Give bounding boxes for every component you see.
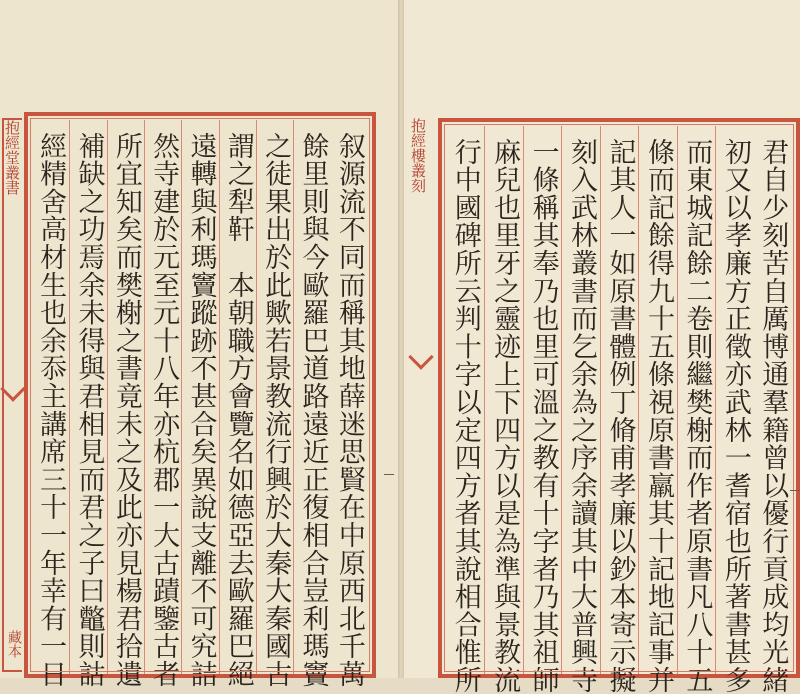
column-text: 遠轉與利瑪竇蹤跡不甚合矣異說支離不可究詰 — [185, 132, 217, 688]
text-column — [677, 126, 716, 694]
text-column — [484, 126, 523, 694]
left-margin-bottom: 藏本 — [6, 630, 22, 658]
left-page — [0, 0, 398, 688]
right-text-frame — [438, 118, 800, 694]
text-column — [107, 120, 145, 688]
column-text: 經精舍高材生也余忝主講席三十一年幸有一日 — [35, 132, 67, 688]
edge-mark — [384, 474, 394, 475]
column-text: 謂之犁靬 本朝職方會覽名如德亞去歐羅巴絕 — [222, 132, 254, 688]
right-page — [404, 0, 800, 694]
text-column — [523, 126, 562, 694]
column-text: 刻入武林叢書而乞余為之序余讀其中大普興寺 — [566, 138, 598, 694]
column-text: 所宜知矣而樊榭之書竟未之及此亦見楊君拾遺 — [110, 132, 142, 688]
column-text: 行中國碑所云判十字以定四方者其說相合惟所 — [449, 138, 481, 694]
column-text: 而東城記餘二卷則繼樊榭而作者原書凡八十五 — [681, 138, 713, 694]
text-column — [144, 120, 182, 688]
column-text: 一條稱其奉乃也里可溫之教有十字者乃其祖師 — [527, 138, 559, 694]
column-text: 記其人一如原書體例丁脩甫孝廉以鈔本寄示擬 — [604, 138, 636, 694]
column-text: 條而記餘得九十五條視原書羸其十記地記事并 — [642, 138, 674, 694]
text-column — [638, 126, 677, 694]
text-column — [69, 120, 107, 688]
column-text: 君自少刻苦自厲博通羣籍曾以優行貢成均光緒 — [757, 138, 789, 694]
right-columns — [446, 126, 792, 694]
text-column — [293, 120, 331, 688]
left-margin-title: 抱經堂叢書 — [3, 120, 21, 195]
right-margin-title: 抱經樓叢刻 — [409, 118, 427, 193]
text-column — [32, 120, 69, 688]
text-column — [181, 120, 219, 688]
text-column — [561, 126, 600, 694]
edge-mark — [790, 490, 800, 491]
right-margin-strip — [410, 118, 434, 672]
column-text: 餘里則與今歐羅巴道路遠近正復相合豈利瑪竇 — [297, 132, 329, 688]
text-column — [331, 120, 368, 688]
text-column — [600, 126, 639, 694]
left-columns — [32, 120, 368, 688]
column-text: 叙源流不同而稱其地薛迷思賢在中原西北千萬 — [333, 132, 365, 688]
column-text: 補缺之功焉余未得與君相見而君之子曰鼈則詁 — [73, 132, 105, 688]
text-column — [446, 126, 484, 694]
text-column — [715, 126, 754, 694]
left-text-frame — [24, 112, 376, 688]
column-text: 之徒果出於此歟若景教流行興於大秦大秦國古 — [260, 132, 292, 688]
text-column — [754, 126, 792, 694]
column-text: 然寺建於元至元十八年亦杭郡一大古蹟鑒古者 — [148, 132, 180, 688]
text-column — [219, 120, 257, 688]
column-text: 麻兒也里牙之靈迹上下四方以是為準與景教流 — [489, 138, 521, 694]
text-column — [256, 120, 294, 688]
column-text: 初又以孝廉方正徵亦武林一耆宿也所著書甚多 — [719, 138, 751, 694]
